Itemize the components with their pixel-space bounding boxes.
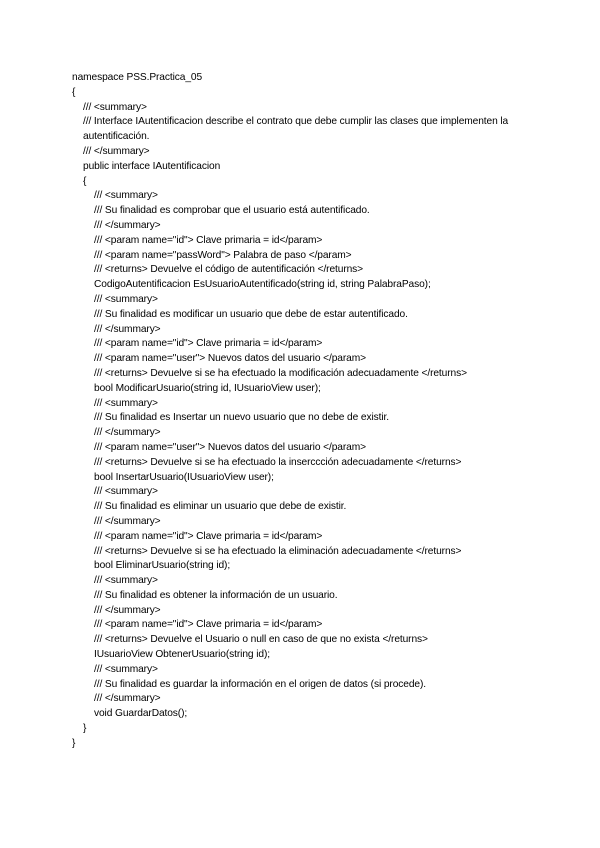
code-line: /// Su finalidad es eliminar un usuario que debe de existir. [94, 501, 347, 513]
code-line: namespace PSS.Practica_05 [72, 72, 203, 83]
code-line: /// <summary> [94, 293, 158, 305]
code-line: /// <param name="id"> Clave primaria = id</param> [94, 530, 323, 542]
code-line: /// Su finalidad es modificar un usuario que debe de estar autentificado. [94, 308, 408, 320]
code-line: /// <param name="user"> Nuevos datos del usuario </param> [94, 441, 366, 453]
code-line: public interface IAutentificacion [83, 160, 221, 172]
code-line: /// <summary> [83, 101, 147, 113]
code-line: bool ModificarUsuario(string id, IUsuarioView user); [94, 382, 321, 394]
code-line: { [83, 175, 87, 187]
code-line: bool InsertarUsuario(IUsuarioView user); [94, 471, 274, 483]
code-line: /// <summary> [94, 663, 158, 675]
code-line: /// <summary> [94, 397, 158, 409]
code-line: } [72, 737, 76, 749]
code-line: /// <returns> Devuelve si se ha efectuado la eliminación adecuadamente </returns> [94, 545, 462, 557]
code-line: /// <param name="id"> Clave primaria = id</param> [94, 234, 323, 246]
code-line: /// </summary> [94, 323, 161, 335]
code-line: /// <param name="user"> Nuevos datos del usuario </param> [94, 353, 366, 365]
code-line: CodigoAutentificacion EsUsuarioAutentificado(string id, string PalabraPaso); [94, 279, 431, 291]
code-line: /// <returns> Devuelve si se ha efectuado la inserccción adecuadamente </returns> [94, 456, 462, 468]
code-line: /// </summary> [94, 515, 161, 527]
code-line: /// Su finalidad es obtener la información de un usuario. [94, 589, 338, 601]
code-line: /// <summary> [94, 486, 158, 498]
code-line: /// <param name="id"> Clave primaria = id</param> [94, 619, 323, 631]
code-line: /// Interface IAutentificacion describe el contrato que debe cumplir las clases que implementen la autentificación. [83, 116, 509, 143]
code-line: /// <summary> [94, 575, 158, 587]
code-line: /// Su finalidad es comprobar que el usuario está autentificado. [94, 205, 370, 217]
code-line: /// </summary> [94, 604, 161, 616]
code-line: /// <param name="passWord"> Palabra de paso </param> [94, 249, 352, 261]
code-line: /// Su finalidad es guardar la información en el origen de datos (si procede). [94, 678, 426, 690]
code-line: /// </summary> [83, 145, 150, 157]
code-line: /// Su finalidad es Insertar un nuevo usuario que no debe de existir. [94, 412, 389, 424]
code-line: { [72, 86, 76, 98]
code-line: /// <returns> Devuelve si se ha efectuado la modificación adecuadamente </returns> [94, 367, 467, 379]
code-line: /// <param name="id"> Clave primaria = id</param> [94, 338, 323, 350]
code-line: /// </summary> [94, 219, 161, 231]
code-line: /// <returns> Devuelve el Usuario o null en caso de que no exista </returns> [94, 634, 428, 646]
code-line: /// <returns> Devuelve el código de autentificación </returns> [94, 264, 364, 276]
code-line: void GuardarDatos(); [94, 708, 188, 720]
code-line: } [83, 723, 87, 735]
code-line: /// <summary> [94, 190, 158, 202]
code-line: bool EliminarUsuario(string id); [94, 560, 231, 572]
code-block [72, 71, 552, 752]
code-line: IUsuarioView ObtenerUsuario(string id); [94, 649, 270, 661]
code-line: /// </summary> [94, 693, 161, 705]
code-line: /// </summary> [94, 427, 161, 439]
